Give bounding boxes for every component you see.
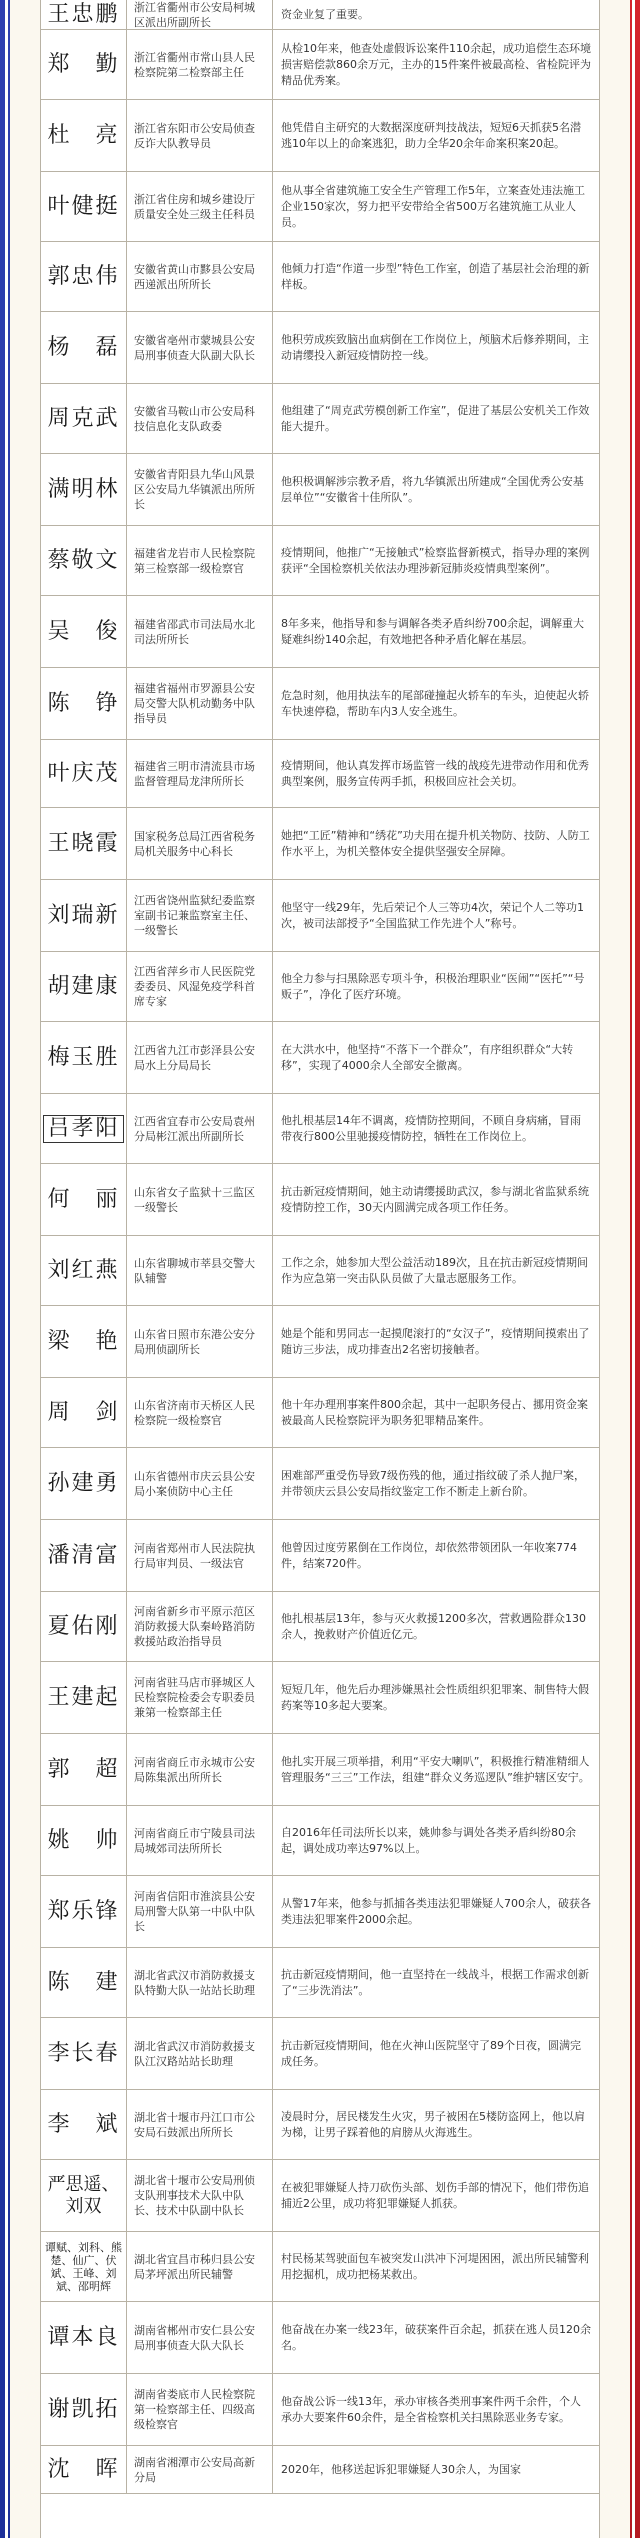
table-row	[41, 384, 599, 454]
table-row	[41, 952, 599, 1022]
deed-description: 从检10年来，他查处虚假诉讼案件110余起，成功追偿生态环境损害赔偿款860余万元，主办的15件案件被最高检、省检院评为精品优秀案。	[281, 41, 591, 87]
table-row	[41, 1094, 599, 1164]
table-row	[41, 1520, 599, 1592]
work-unit: 浙江省住房和城乡建设厅质量安全处三级主任科员	[127, 172, 273, 241]
person-name: 梅玉胜	[41, 1022, 127, 1093]
person-name: 何 丽	[41, 1164, 127, 1235]
deed-description: 他扎根基层13年，参与灭火救援1200多次，营救遇险群众130余人，挽救财产价值近亿元。	[281, 1611, 586, 1641]
person-name: 李长春	[41, 2018, 127, 2089]
table-row	[41, 1306, 599, 1378]
person-name: 胡建康	[41, 952, 127, 1021]
deed-description: 他扎实开展三项举措，利用“平安大喇叭”，积极推行精准精细人管理服务“三三”工作法，组建“群众义务巡逻队”维护辖区安宁。	[281, 1754, 590, 1784]
deed-description: 他凭借自主研究的大数据深度研判技战法，短短6天抓获5名潜逃10年以上的命案逃犯，助力全华20余年命案积案20起。	[281, 120, 581, 150]
person-name: 杜 亮	[41, 100, 127, 171]
person-name: 叶庆茂	[41, 740, 127, 807]
work-unit: 湖北省宜昌市秭归县公安局茅坪派出所民辅警	[127, 2232, 273, 2301]
person-name: 严思遥、刘双	[41, 2160, 127, 2231]
work-unit: 河南省信阳市淮滨县公安局刑警大队第一中队中队长	[127, 1876, 273, 1947]
work-unit: 湖北省武汉市消防救援支队特勤大队一站站长助理	[127, 1948, 273, 2017]
deed-description: 他组建了“周克武劳模创新工作室”，促进了基层公安机关工作效能大提升。	[281, 403, 590, 433]
work-unit: 福建省三明市清流县市场监督管理局龙津所所长	[127, 740, 273, 807]
person-name: 郑 勤	[41, 30, 127, 99]
work-unit: 山东省德州市庆云县公安局小案侦防中心主任	[127, 1448, 273, 1519]
deed-description: 他从事全省建筑施工安全生产管理工作5年，立案查处违法施工企业150家次，努力把平安带给全省500万名建筑施工从业人员。	[281, 183, 585, 229]
person-name: 谭本良	[41, 2302, 127, 2373]
person-name: 刘红燕	[41, 1236, 127, 1305]
table-row	[41, 0, 599, 30]
work-unit: 国家税务总局江西省税务局机关服务中心科长	[127, 808, 273, 879]
person-name: 陈 铮	[41, 668, 127, 739]
deed-description: 他十年办理刑事案件800余起，其中一起职务侵占、挪用资金案被最高人民检察院评为职务犯罪精品案件。	[281, 1397, 588, 1427]
person-name: 潘清富	[41, 1520, 127, 1591]
deed-description: 他积极调解涉宗教矛盾，将九华镇派出所建成“全国优秀公安基层单位”“安徽省十佳所队”。	[281, 474, 584, 504]
right-red-border	[630, 0, 640, 2538]
person-name-boxed: 吕孝阳	[43, 1115, 123, 1143]
person-name	[41, 1094, 127, 1163]
table-row	[41, 2232, 599, 2302]
person-name: 李 斌	[41, 2090, 127, 2159]
work-unit: 河南省驻马店市驿城区人民检察院检委会专职委员兼第一检察部主任	[127, 1662, 273, 1733]
deed-description: 在被犯罪嫌疑人持刀砍伤头部、划伤手部的情况下，他们带伤追捕近2公里，成功将犯罪嫌疑人抓获。	[281, 2180, 589, 2210]
work-unit: 浙江省衢州市公安局柯城区派出所副所长	[127, 0, 273, 29]
work-unit: 湖南省郴州市安仁县公安局刑事侦查大队大队长	[127, 2302, 273, 2373]
deed-description: 疫情期间，他推广“无接触式”检察监督新模式，指导办理的案例获评“全国检察机关依法办理涉新冠肺炎疫情典型案例”。	[281, 545, 590, 575]
work-unit: 湖北省武汉市消防救援支队江汉路站站长助理	[127, 2018, 273, 2089]
work-unit: 湖南省湘潭市公安局高新分局	[127, 2446, 273, 2493]
person-name: 姚 帅	[41, 1806, 127, 1875]
deed-description: 抗击新冠疫情期间，她主动请缨援助武汉，参与湖北省监狱系统疫情防控工作，30天内圆满完成各项工作任务。	[281, 1184, 589, 1214]
deed-description: 抗击新冠疫情期间，他一直坚持在一线战斗，根据工作需求创新了“三步洗消法”。	[281, 1967, 589, 1997]
work-unit: 浙江省衢州市常山县人民检察院第二检察部主任	[127, 30, 273, 99]
table-row	[41, 2302, 599, 2374]
table-row	[41, 242, 599, 312]
table-row	[41, 1876, 599, 1948]
deed-description: 他曾因过度劳累倒在工作岗位，却依然带领团队一年收案774件，结案720件。	[281, 1540, 577, 1570]
work-unit: 山东省日照市东港公安分局刑侦副所长	[127, 1306, 273, 1377]
person-name: 谢凯拓	[41, 2374, 127, 2445]
person-name: 吴 俊	[41, 596, 127, 667]
deed-description: 他扎根基层14年不调离，疫情防控期间，不顾自身病痛，冒雨带夜行800公里驰援疫情防控，牺牲在工作岗位上。	[281, 1113, 581, 1143]
work-unit: 山东省女子监狱十三监区一级警长	[127, 1164, 273, 1235]
table-row	[41, 2018, 599, 2090]
work-unit: 河南省商丘市永城市公安局陈集派出所所长	[127, 1734, 273, 1805]
deed-description: 工作之余，她参加大型公益活动189次，且在抗击新冠疫情期间作为应急第一突击队队员做了大量志愿服务工作。	[281, 1255, 588, 1285]
table-row	[41, 740, 599, 808]
person-name: 周 剑	[41, 1378, 127, 1447]
work-unit: 湖北省十堰市公安局刑侦支队刑事技术大队中队长、技术中队副中队长	[127, 2160, 273, 2231]
table-row	[41, 1448, 599, 1520]
person-name: 郑乐锋	[41, 1876, 127, 1947]
person-name: 梁 艳	[41, 1306, 127, 1377]
work-unit: 安徽省亳州市蒙城县公安局刑事侦查大队副大队长	[127, 312, 273, 383]
work-unit: 福建省龙岩市人民检察院第三检察部一级检察官	[127, 526, 273, 595]
table-row	[41, 668, 599, 740]
work-unit: 湖北省十堰市丹江口市公安局石鼓派出所所长	[127, 2090, 273, 2159]
table-row	[41, 596, 599, 668]
table-row	[41, 526, 599, 596]
deed-description: 从警17年来，他参与抓捕各类违法犯罪嫌疑人700余人，破获各类违法犯罪案件2000余起。	[281, 1896, 591, 1926]
work-unit: 安徽省黄山市黟县公安局西递派出所所长	[127, 242, 273, 311]
table-row	[41, 100, 599, 172]
left-blue-border	[0, 0, 10, 2538]
table-row	[41, 1236, 599, 1306]
deed-description: 在大洪水中，他坚持“不落下一个群众”，有序组织群众“大转移”，实现了4000余人全部安全撤离。	[281, 1042, 574, 1072]
person-name: 陈 建	[41, 1948, 127, 2017]
person-name: 郭 超	[41, 1734, 127, 1805]
work-unit: 山东省济南市天桥区人民检察院一级检察官	[127, 1378, 273, 1447]
table-row	[41, 2446, 599, 2494]
deed-description: 自2016年任司法所长以来，姚帅参与调处各类矛盾纠纷80余起，调处成功率达97%以上。	[281, 1825, 576, 1855]
table-row	[41, 1806, 599, 1876]
deed-description: 她把“工匠”精神和“绣花”功夫用在提升机关物防、技防、人防工作水平上，为机关整体安全提供坚强安全屏障。	[281, 828, 590, 858]
deed-description: 短短几年，他先后办理涉嫌黑社会性质组织犯罪案、制售特大假药案等10多起大要案。	[281, 1682, 589, 1712]
deed-description: 他奋战在办案一线23年，破获案件百余起，抓获在逃人员120余名。	[281, 2322, 591, 2352]
work-unit: 江西省饶州监狱纪委监察室副书记兼监察室主任、一级警长	[127, 880, 273, 951]
deed-description: 2020年，他移送起诉犯罪嫌疑人30余人，为国家	[281, 2462, 521, 2476]
person-name: 沈 晖	[41, 2446, 127, 2493]
table-row	[41, 1378, 599, 1448]
person-name: 满明林	[41, 454, 127, 525]
person-name: 杨 磊	[41, 312, 127, 383]
deed-description: 抗击新冠疫情期间，他在火神山医院坚守了89个日夜，圆满完成任务。	[281, 2038, 581, 2068]
deed-description: 资金业复了重要。	[281, 7, 369, 21]
person-name: 刘瑞新	[41, 880, 127, 951]
table-row	[41, 30, 599, 100]
work-unit: 安徽省青阳县九华山风景区公安局九华镇派出所所长	[127, 454, 273, 525]
deed-description: 8年多来，他指导和参与调解各类矛盾纠纷700余起，调解重大疑难纠纷140余起，有效地把各种矛盾化解在基层。	[281, 616, 584, 646]
table-row	[41, 2374, 599, 2446]
deed-description: 他全力参与扫黑除恶专项斗争，积极治理职业“医闹”“医托”“号贩子”，净化了医疗环境。	[281, 971, 585, 1001]
person-name: 王晓霞	[41, 808, 127, 879]
person-name: 郭忠伟	[41, 242, 127, 311]
work-unit: 江西省九江市彭泽县公安局水上分局局长	[127, 1022, 273, 1093]
work-unit: 河南省郑州市人民法院执行局审判员、一级法官	[127, 1520, 273, 1591]
honor-roll-table	[40, 0, 600, 2538]
work-unit: 江西省宜春市公安局袁州分局彬江派出所副所长	[127, 1094, 273, 1163]
deed-description: 村民杨某驾驶面包车被突发山洪冲下河堤困困，派出所民辅警利用挖掘机，成功把杨某救出。	[281, 2251, 589, 2281]
table-row	[41, 172, 599, 242]
deed-description: 疫情期间，他认真发挥市场监管一线的战疫先进带动作用和优秀典型案例，服务宣传两手抓，积极回应社会关切。	[281, 758, 589, 788]
person-name: 孙建勇	[41, 1448, 127, 1519]
table-row	[41, 880, 599, 952]
deed-description: 他坚守一线29年，先后荣记个人三等功4次，荣记个人二等功1次，被司法部授予“全国监狱工作先进个人”称号。	[281, 900, 584, 930]
deed-description: 他奋战公诉一线13年，承办审核各类刑事案件两千余件，个人承办大要案件60余件，是全省检察机关扫黑除恶业务专家。	[281, 2394, 581, 2424]
table-row	[41, 808, 599, 880]
person-name: 王建起	[41, 1662, 127, 1733]
table-row	[41, 312, 599, 384]
deed-description: 他倾力打造“作道一步型”特色工作室，创造了基层社会治理的新样板。	[281, 261, 590, 291]
work-unit: 安徽省马鞍山市公安局科技信息化支队政委	[127, 384, 273, 453]
deed-description: 危急时刻，他用执法车的尾部碰撞起火轿车的车头，迫使起火轿车快速停稳，帮助车内3人安全逃生。	[281, 688, 589, 718]
work-unit: 山东省聊城市莘县交警大队辅警	[127, 1236, 273, 1305]
table-row	[41, 454, 599, 526]
person-name: 王忠鹏	[41, 0, 127, 29]
work-unit: 浙江省东阳市公安局侦查反诈大队教导员	[127, 100, 273, 171]
table-row	[41, 1164, 599, 1236]
person-name: 周克武	[41, 384, 127, 453]
table-row	[41, 1734, 599, 1806]
deed-description: 困难部严重受伤导致7级伤残的他，通过指纹破了杀人抛尸案，并带领庆云县公安局指纹鉴定工作不断走上新台阶。	[281, 1468, 585, 1498]
person-name: 叶健挺	[41, 172, 127, 241]
work-unit: 河南省商丘市宁陵县司法局城郊司法所所长	[127, 1806, 273, 1875]
work-unit: 福建省福州市罗源县公安局交警大队机动勤务中队指导员	[127, 668, 273, 739]
table-row	[41, 1662, 599, 1734]
person-name: 谭赋、刘科、熊楚、仙广、伏斌、王峰、刘斌、邵明辉	[41, 2232, 127, 2301]
table-row	[41, 1592, 599, 1662]
table-row	[41, 2160, 599, 2232]
table-row	[41, 2090, 599, 2160]
person-name: 夏佑刚	[41, 1592, 127, 1661]
deed-description: 她是个能和男同志一起摸爬滚打的“女汉子”，疫情期间摸索出了随访三步法，成功排查出2名密切接触者。	[281, 1326, 590, 1356]
work-unit: 江西省萍乡市人民医院党委委员、风湿免疫学科首席专家	[127, 952, 273, 1021]
work-unit: 湖南省娄底市人民检察院第一检察部主任、四级高级检察官	[127, 2374, 273, 2445]
work-unit: 河南省新乡市平原示范区消防救援大队秦岭路消防救援站政治指导员	[127, 1592, 273, 1661]
work-unit: 福建省邵武市司法局水北司法所所长	[127, 596, 273, 667]
table-row	[41, 1948, 599, 2018]
page-frame	[10, 0, 630, 2538]
deed-description: 他积劳成疾致脑出血病倒在工作岗位上，颅脑术后修养期间，主动请缨投入新冠疫情防控一线。	[281, 332, 589, 362]
person-name: 蔡敬文	[41, 526, 127, 595]
deed-description: 凌晨时分，居民楼发生火灾，男子被困在5楼防盗网上，他以肩为梯，让男子踩着他的肩膀从火海逃生。	[281, 2109, 585, 2139]
table-row	[41, 1022, 599, 1094]
